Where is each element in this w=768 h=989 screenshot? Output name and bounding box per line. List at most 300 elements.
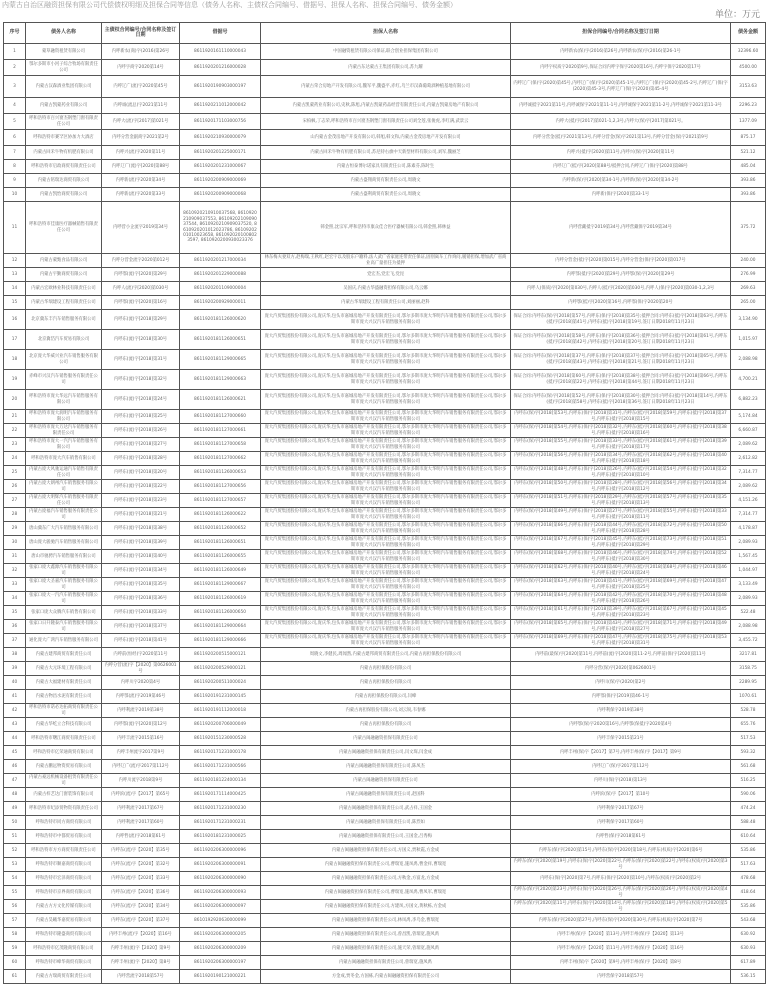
- guarantor-name: 庞大汽贸集团股份有限公司,庞庆华,包头市嘉城房地产开发有限责任公司,鄂尔多斯市庞大华明汽车销售服务有限责任公司,鄂尔多斯市庞大兴汉汽车销售服务有限公司: [261, 410, 511, 424]
- main-contract: 内呼东(流)字[2018]第21号: [102, 508, 180, 522]
- main-contract: 内呼东(流)字【2020】第35号: [102, 844, 180, 858]
- table-row: [4, 746, 766, 760]
- table-row: [4, 592, 766, 606]
- debt-amount: 2,089.93: [731, 592, 766, 606]
- guarantee-contract: 内呼东(保)字[2018]第51号,内呼东(保)字[2018]第29号,内呼东(抵)字[2018]第57号,内呼东(抵)字[2018]第35号,内呼东(抵)字[2018]第13号: [511, 494, 731, 508]
- table-row: [4, 452, 766, 466]
- guarantor-name: 中国融资租赁有限公司保证,联合创业担保集团有限公司: [261, 44, 511, 60]
- guarantor-name: 内蒙古荣合房地产开发有限公司,魏军平,魏盛平,赤红,乌兰市汉森葡萄酒种植基地有限公司: [261, 76, 511, 98]
- table-row: [4, 620, 766, 634]
- main-contract: 内呼川流字2018第9号: [102, 774, 180, 788]
- debt-amount: 3217.81: [731, 648, 766, 662]
- row-no: 45: [4, 746, 26, 760]
- guarantee-contract: 内呼前(最保)字[2020]第11号,内呼前(流)字[2020]第11-2号,内呼前(保)字[2020]第11号: [511, 648, 731, 662]
- row-no: 22: [4, 424, 26, 438]
- debtor-name: 呼和浩特市佳康医疗器械销售有限责任公司: [26, 202, 102, 254]
- main-contract: 内呼丰州(流)字【2020】第9号: [102, 942, 180, 956]
- row-no: 8: [4, 160, 26, 174]
- row-no: 31: [4, 550, 26, 564]
- loan-number: 8611920171231000231: [180, 816, 261, 830]
- debt-amount: 6,882.23: [731, 390, 766, 410]
- row-no: 56: [4, 900, 26, 914]
- col-header-amount: 债务金额: [731, 23, 766, 44]
- table-row: [4, 704, 766, 718]
- guarantor-name: 内蒙古回禾牛物有机肥有限公司,苏尼特右旗中天新型材料有限公司,刘军,魏丽芝: [261, 146, 511, 160]
- row-no: 47: [4, 774, 26, 788]
- guarantor-name: 内蒙古再担保股份有限公司: [261, 662, 511, 676]
- guarantor-name: 庞大汽贸集团股份有限公司,庞庆华,包头市嘉城房地产开发有限责任公司,鄂尔多斯市庞大华明汽车销售服务有限责任公司,鄂尔多斯市庞大兴汉汽车销售服务有限公司: [261, 634, 511, 648]
- loan-number: 8611920171103000756: [180, 114, 261, 130]
- row-no: 20: [4, 390, 26, 410]
- row-no: 36: [4, 620, 26, 634]
- main-contract: 内呼东(流)字【2020】第33号: [102, 872, 180, 886]
- main-contract: 内呼东(流)字[2018]第30号: [102, 330, 180, 350]
- guarantee-contract: 内呼新农(保)字(2016)第26号,内呼新农(保)字(2016)第26-1号: [511, 44, 731, 60]
- debtor-name: 内蒙古昊曦华嘉贸易有限公司: [26, 914, 102, 928]
- row-no: 53: [4, 858, 26, 872]
- table-body: [4, 44, 766, 984]
- col-header-guarantor: 担保人名称: [261, 23, 511, 44]
- main-contract: 内呼兴(流)字2020第11号: [102, 146, 180, 160]
- row-no: 57: [4, 914, 26, 928]
- guarantee-contract: 内呼利保字2017第67号: [511, 802, 731, 816]
- loan-number: 8611920201109000004: [180, 282, 261, 296]
- guarantee-contract: 内呼鄂(抵)字[2020]第16号,内呼鄂(保)字2020第20号: [511, 296, 731, 310]
- guarantee-contract: 内呼东(保)字[2018]第56号,内呼东(保)字[2018]第34号,内呼东(抵)字[2018]第62号,内呼东(抵)字[2018]第40号,内呼东(抵)字[2018]第18号: [511, 452, 731, 466]
- debt-amount: 240.00: [731, 254, 766, 268]
- table-row: [4, 330, 766, 350]
- table-row: [4, 296, 766, 310]
- row-no: 60: [4, 956, 26, 970]
- debtor-name: 内蒙古方方文化传媒有限公司: [26, 900, 102, 914]
- debtor-name: 北京庞大华威兴业汽车销售服务有限公司: [26, 350, 102, 370]
- main-contract: 内呼东(流)字[2018]第40号: [102, 550, 180, 564]
- guarantee-contract: 内呼东(保)字[2018]第50号,内呼东(保)字[2018]第28号,内呼东(抵)字[2018]第56号,内呼东(抵)字[2018]第34号,内呼东(抵)字[2018]第12号: [511, 480, 731, 494]
- loan-number: 8611920206300000197: [180, 956, 261, 970]
- guarantor-name: 内蒙古凯蒙药业有限公司,史秋,陈旭,内蒙古凯蒙药品经营有限责任公司,内蒙古凯蒙房地产有限公司: [261, 98, 511, 114]
- row-no: 5: [4, 114, 26, 130]
- main-contract: 内呼人(流)字[2020]第030号: [102, 282, 180, 296]
- loan-number: 8611920181127000661: [180, 424, 261, 438]
- table-row: [4, 578, 766, 592]
- col-header-no: 序号: [4, 23, 26, 44]
- row-no: 2: [4, 60, 26, 76]
- debtor-name: 呼和浩特市宏泽商贸有限公司: [26, 872, 102, 886]
- debt-amount: 276.99: [731, 268, 766, 282]
- guarantor-name: 内蒙古闽融融资担保有限责任公司: [261, 774, 511, 788]
- loan-number: 8611920201225000171: [180, 146, 261, 160]
- table-row: [4, 900, 766, 914]
- loan-number: 8611920181126000650: [180, 606, 261, 620]
- guarantee-contract: 内呼鄂(抵)字[2020]第29号,内呼鄂(保)字[2020]第29号: [511, 268, 731, 282]
- debt-amount: 1,567.45: [731, 550, 766, 564]
- guarantee-contract: 保证合同:内呼东(保)字[2018]第52号,内呼东(保)字[2018]第30号;抵押合同:内呼东(抵)字[2018]第14号,内呼东(抵)字[2018]第58号,内呼东(抵)字[2018]第36号,签订日期2018年11月23日: [511, 390, 731, 410]
- table-row: [4, 44, 766, 60]
- table-row: [4, 76, 766, 98]
- table-row: [4, 160, 766, 174]
- debtor-name: 内蒙古凯蒙药业有限公司: [26, 98, 102, 114]
- guarantor-name: 内蒙古闽融融资担保有限责任公司,方国义,贾秋霞,方金成: [261, 844, 511, 858]
- main-contract: 内呼东(流)字[2018]第24号: [102, 390, 180, 410]
- debt-amount: 418.64: [731, 886, 766, 900]
- loan-number: 8611920181129000665: [180, 350, 261, 370]
- guarantor-name: 庞大汽贸集团股份有限公司,庞庆华,包头市嘉城房地产开发有限责任公司,鄂尔多斯市庞大华明汽车销售服务有限责任公司,鄂尔多斯市庞大兴汉汽车销售服务有限公司: [261, 310, 511, 330]
- guarantee-contract: 内呼分营金(抵)字[2020]第015号,内呼分营金(保)字[2020]第017号: [511, 254, 731, 268]
- main-contract: 内呼东(流)字【2020】第32号: [102, 858, 180, 872]
- guarantee-contract: 内呼东(保)字[2018]第68号,内呼东(保)字[2018]第46号,内呼东(抵)字[2018]第74号,内呼东(抵)字[2018]第52号,内呼东(抵)字[2018]第30号: [511, 550, 731, 564]
- debt-amount: 536.15: [731, 970, 766, 984]
- table-row: [4, 942, 766, 956]
- guarantor-name: 内蒙古闽融融资担保有限责任公司,曹瑞宽,施凤禹,曹金祥,曹瑞宽: [261, 858, 511, 872]
- guarantee-contract: 内呼丰州(保)字【2020】第9号,内呼丰州(保)字【2020】第8号: [511, 956, 731, 970]
- row-no: 14: [4, 282, 26, 296]
- debtor-name: 内蒙古梓艺达门窗装饰有限公司: [26, 788, 102, 802]
- debt-amount: 522.48: [731, 606, 766, 620]
- main-contract: 内呼东(流)字[2018]第25号: [102, 410, 180, 424]
- row-no: 39: [4, 662, 26, 676]
- loan-number: 8611920200529000121: [180, 662, 261, 676]
- guarantor-name: 内蒙古再担保股份有限公司,闫峰: [261, 690, 511, 704]
- guarantor-name: 庞大汽贸集团股份有限公司,庞庆华,包头市嘉城房地产开发有限责任公司,鄂尔多斯市庞大华明汽车销售服务有限责任公司,鄂尔多斯市庞大兴汉汽车销售服务有限公司: [261, 564, 511, 578]
- debt-amount: 655.76: [731, 718, 766, 732]
- guarantee-contract: 内呼丰州(保)字【2020】第11号,内呼丰州(保)字【2020】第16号: [511, 942, 731, 956]
- row-no: 41: [4, 690, 26, 704]
- row-no: 3: [4, 76, 26, 98]
- guarantee-contract: 内呼哲(保)字2018第61号: [511, 830, 731, 844]
- debt-amount: 7,314.77: [731, 466, 766, 480]
- loan-number: 8611920181126000619: [180, 592, 261, 606]
- guarantor-name: 庞大汽贸集团股份有限公司,庞庆华,包头市嘉城房地产开发有限责任公司,鄂尔多斯市庞大华明汽车销售服务有限责任公司,鄂尔多斯市庞大兴汉汽车销售服务有限公司: [261, 536, 511, 550]
- debtor-name: 唐山庞大骏驰汽车销售服务有限公司: [26, 536, 102, 550]
- loan-number: 8611920200706000049: [180, 718, 261, 732]
- debt-amount: 3,455.72: [731, 634, 766, 648]
- guarantor-name: 庞大汽贸集团股份有限公司,庞庆华,包头市嘉城房地产开发有限责任公司,鄂尔多斯市庞大华明汽车销售服务有限责任公司,鄂尔多斯市庞大兴汉汽车销售服务有限公司: [261, 522, 511, 536]
- main-contract: 内呼新(流)字2020第33号: [102, 188, 180, 202]
- row-no: 51: [4, 830, 26, 844]
- debt-amount: 2296.23: [731, 98, 766, 114]
- guarantee-contract: 内呼字权质字2020第9号,保证合同内呼字保字2020第16号,内呼字保字2020第17号: [511, 60, 731, 76]
- debt-amount: 265.00: [731, 296, 766, 310]
- row-no: 29: [4, 522, 26, 536]
- debtor-name: 北京冀岱汽车贸易有限公司: [26, 330, 102, 350]
- debtor-name: 通化庞大广鸿汽车销售服务有限公司: [26, 634, 102, 648]
- row-no: 50: [4, 816, 26, 830]
- loan-number: 8610920210910037568, 8610920210909037553, 8610920210909037544, 8610920210909037520, 8610920201012023786, 8610920201010023658, 8610920201008023597, 8610920200930023376: [180, 202, 261, 254]
- debt-amount: 2289.95: [731, 676, 766, 690]
- main-contract: 内呼丰州流字2017第9号: [102, 746, 180, 760]
- guarantee-contract: 内呼东(保)字[2020]第15号,内呼东(保)字[2020]第18号,内呼东(权质)字[2020]第6号: [511, 844, 731, 858]
- document-title: 内蒙古自治区融资担保有限公司代偿债权明细及担保合同等信息（债务人名称、主债权合同编号、借据号、担保人名称、担保合同编号、债务金额）: [2, 1, 457, 9]
- row-no: 15: [4, 296, 26, 310]
- main-contract: 内呼东(流)字[2018]第35号: [102, 578, 180, 592]
- main-contract: 内呼哲(流)字2018第61号: [102, 830, 180, 844]
- debtor-name: 内蒙古华瑞建设工程有限责任公司: [26, 296, 102, 310]
- debt-amount: 375.72: [731, 202, 766, 254]
- debt-amount: 2,089.93: [731, 536, 766, 550]
- row-no: 37: [4, 634, 26, 648]
- main-contract: 内呼鄂(流)字[2020]第12号: [102, 718, 180, 732]
- guarantee-contract: 内呼鄂(保)字2020第16号,内呼鄂(保抵)字2020第4号: [511, 718, 731, 732]
- guarantor-name: 内蒙古闽融融资担保有限责任公司,陈凤杰: [261, 760, 511, 774]
- loan-number: 8611920201231000067: [180, 160, 261, 174]
- guarantee-contract: 内呼东(保)字[2018]第64号,内呼东(保)字[2018]第42号,内呼东(抵)字[2018]第70号,内呼东(抵)字[2018]第48号,内呼东(抵)字[2018]第26号: [511, 592, 731, 606]
- table-row: [4, 174, 766, 188]
- row-no: 58: [4, 928, 26, 942]
- main-contract: 内呼东(流)字【2020】第34号: [102, 900, 180, 914]
- debt-table: [3, 22, 766, 984]
- guarantor-name: 庞大汽贸集团股份有限公司,庞庆华,包头市嘉城房地产开发有限责任公司,鄂尔多斯市庞大华明汽车销售服务有限责任公司,鄂尔多斯市庞大兴汉汽车销售服务有限公司: [261, 578, 511, 592]
- debt-amount: 517.53: [731, 732, 766, 746]
- main-contract: 内呼东(流)字[2018]第41号: [102, 634, 180, 648]
- debt-amount: 478.68: [731, 872, 766, 886]
- debtor-name: 内蒙古庞大朗州汽车销售服务有限公司: [26, 480, 102, 494]
- table-row: [4, 928, 766, 942]
- row-no: 30: [4, 536, 26, 550]
- table-header-row: [4, 23, 766, 44]
- row-no: 52: [4, 844, 26, 858]
- table-row: [4, 114, 766, 130]
- guarantor-name: 庞大汽贸集团股份有限公司,庞庆华,包头市嘉城房地产开发有限责任公司,鄂尔多斯市庞大华明汽车销售服务有限责任公司,鄂尔多斯市庞大兴汉汽车销售服务有限公司: [261, 466, 511, 480]
- row-no: 54: [4, 872, 26, 886]
- main-contract: 内呼利流字2017第67号: [102, 802, 180, 816]
- debt-amount: 2,089.62: [731, 480, 766, 494]
- debtor-name: 内蒙古大元环境工程有限公司: [26, 662, 102, 676]
- loan-number: 8611920181126000651: [180, 536, 261, 550]
- loan-number: 8611920181126000622: [180, 508, 261, 522]
- row-no: 13: [4, 268, 26, 282]
- guarantor-name: 宋柏枫,丁志荣,呼和浩特市百兴窗杰钢塑门窗有限责任公司刘全莲,张俊虎,李红满,武景云: [261, 114, 511, 130]
- guarantor-name: 吴国庆,内蒙古华盛融资担保有限公司,乌云娜: [261, 282, 511, 296]
- guarantor-name: 内蒙古东达蒙古王集团有限公司,苏九耀: [261, 60, 511, 76]
- guarantor-name: 庞大汽贸集团股份有限公司,庞庆华,包头市嘉城房地产开发有限责任公司,鄂尔多斯市庞大华明汽车销售服务有限责任公司,鄂尔多斯市庞大兴汉汽车销售服务有限公司: [261, 330, 511, 350]
- row-no: 16: [4, 310, 26, 330]
- guarantor-name: 庞大汽贸集团股份有限公司,庞庆华,包头市嘉城房地产开发有限责任公司,鄂尔多斯市庞大华明汽车销售服务有限责任公司,鄂尔多斯市庞大兴汉汽车销售服务有限公司: [261, 390, 511, 410]
- table-row: [4, 370, 766, 390]
- row-no: 18: [4, 350, 26, 370]
- main-contract: 内呼东(流)字[2018]第26号: [102, 424, 180, 438]
- debtor-name: 内蒙古庞大明辉汽车销售服务有限责任公司: [26, 494, 102, 508]
- loan-number: 8611920206300000091: [180, 858, 261, 872]
- table-row: [4, 634, 766, 648]
- table-row: [4, 522, 766, 536]
- debt-amount: 617.89: [731, 956, 766, 970]
- debtor-name: 呼和浩特市曙江商贸有限责任公司: [26, 732, 102, 746]
- main-contract: 内呼丰州(流)字【2020】第16号: [102, 928, 180, 942]
- row-no: 33: [4, 578, 26, 592]
- loan-number: 8611920171231000178: [180, 746, 261, 760]
- debt-amount: 4,700.21: [731, 370, 766, 390]
- table-row: [4, 872, 766, 886]
- guarantee-contract: 内呼新(保)字[2020]第33-1号: [511, 188, 731, 202]
- guarantee-contract: 内呼营保字2018第57号: [511, 970, 731, 984]
- debt-amount: 4,151.26: [731, 494, 766, 508]
- guarantor-name: 内蒙古闽融融资担保有限责任公司,武占祥,王国金: [261, 802, 511, 816]
- debt-amount: 535.86: [731, 900, 766, 914]
- guarantee-contract: 内呼川(保)字(2020)第2号: [511, 676, 731, 690]
- main-contract: 内呼东(流)字[2018]第27号: [102, 438, 180, 452]
- guarantor-name: 内蒙古闽融融资担保有限责任公司,施天荣,曾瑞宽,施凤禹: [261, 942, 511, 956]
- loan-number: 8611920210930000079: [180, 130, 261, 146]
- row-no: 42: [4, 704, 26, 718]
- row-no: 19: [4, 370, 26, 390]
- main-contract: 内呼东(流)字【2020】第36号: [102, 886, 180, 900]
- main-contract: 内呼丰州(流)字【2020】第8号: [102, 956, 180, 970]
- debtor-name: 张家口庞大一汽汽车销售服务有限公司: [26, 592, 102, 606]
- table-row: [4, 788, 766, 802]
- debt-amount: 393.86: [731, 188, 766, 202]
- debt-amount: 1377.09: [731, 114, 766, 130]
- debtor-name: 呼和浩特市峰华商贸有限公司: [26, 956, 102, 970]
- main-contract: 内呼大(流)字[2017]第021号: [102, 114, 180, 130]
- debtor-name: 内蒙古宏欧林业科技有限责任公司: [26, 282, 102, 296]
- main-contract: 内呼鄂(流)字[2020]第29号: [102, 268, 180, 282]
- loan-number: 8611920151230000528: [180, 732, 261, 746]
- row-no: 55: [4, 886, 26, 900]
- loan-number: 8611920181126000649: [180, 564, 261, 578]
- loan-number: 8611920206300000097: [180, 900, 261, 914]
- guarantee-contract: 内呼辽广(保)字(2020)第45号,内呼辽广(保)字(2020)第45-1号,内呼辽广(保)字(2020)第45-2号,内呼辽广(保)字(2020)第45-3号,内呼辽广(保)字(2020)第45-4号: [511, 76, 731, 98]
- guarantee-contract: 内呼东(保)字[2018]第48号,内呼东(保)字[2018]第26号,内呼东(抵)字[2018]第54号,内呼东(抵)字[2018]第32号,内呼东(抵)字[2018]第10号: [511, 466, 731, 480]
- main-contract: 内呼分营金副商字2021第2号: [102, 130, 180, 146]
- guarantee-contract: 内呼东(保)字[2018]第65号,内呼东(保)字[2018]第43号,内呼东(抵)字[2018]第71号,内呼东(抵)字[2018]第49号,内呼东(抵)字[2018]第27号: [511, 620, 731, 634]
- loan-number: 8611920181224000134: [180, 774, 261, 788]
- table-row: [4, 282, 766, 296]
- row-no: 12: [4, 254, 26, 268]
- table-row: [4, 60, 766, 76]
- row-no: 10: [4, 188, 26, 202]
- debtor-name: 呼和浩特市庞大华远汽车销售服务有限公司: [26, 390, 102, 410]
- guarantee-contract: 内呼兴(抵)字[2020]第11号,内呼兴(保)字[2020]第11号: [511, 146, 731, 160]
- guarantor-name: 庞大汽贸集团股份有限公司,庞庆华,包头市嘉城房地产开发有限责任公司,鄂尔多斯市庞大华明汽车销售服务有限责任公司,鄂尔多斯市庞大兴汉汽车销售服务有限公司: [261, 550, 511, 564]
- guarantee-contract: 内呼东(保)字[2018]第62号,内呼东(保)字[2018]第40号,内呼东(抵)字[2018]第68号,内呼东(抵)字[2018]第46号,内呼东(抵)字[2018]第24号: [511, 564, 731, 578]
- debt-amount: 2,612.82: [731, 452, 766, 466]
- table-row: [4, 886, 766, 900]
- main-contract: 内呼辽广(流)字2017第112号: [102, 760, 180, 774]
- guarantor-name: 林东梅夫妻双方,赵梅瑞,王秋红,赵宏宇以及股东户籍料,法人武广省家庭连带责任保证,固别离车工作询问,履销担保,增加武广省商业高广量担任为抵押: [261, 254, 511, 268]
- debt-amount: 610.64: [731, 830, 766, 844]
- table-row: [4, 390, 766, 410]
- guarantee-contract: 内呼东(保)字[2018]第53号,内呼东(保)字[2018]第31号,内呼东(抵)字[2018]第59号,内呼东(抵)字[2018]第37号,内呼东(抵)字[2018]第15号: [511, 410, 731, 424]
- debt-amount: 588.48: [731, 816, 766, 830]
- guarantor-name: 内蒙古再担保股份有限公司,刘云锐,韦春娜: [261, 704, 511, 718]
- debtor-name: 内蒙古凯怡商贸有限公司: [26, 188, 102, 202]
- debt-amount: 535.86: [731, 844, 766, 858]
- guarantor-name: 内蒙古再担保股份有限公司: [261, 676, 511, 690]
- debtor-name: 内蒙古大福建材有限责任公司: [26, 676, 102, 690]
- main-contract: 内呼东(流)字[2018]第31号: [102, 350, 180, 370]
- loan-number: 8611920181129000667: [180, 578, 261, 592]
- guarantee-contract: 内呼东(保)字[2020]第7号,内呼东(保)字[2020]第10号,内呼东(权质)字[2020]第2号: [511, 872, 731, 886]
- guarantor-name: 内蒙古恒泰博尔诺家具有限责任公司,陈素芬,陈时生: [261, 160, 511, 174]
- table-row: [4, 914, 766, 928]
- row-no: 38: [4, 648, 26, 662]
- table-row: [4, 760, 766, 774]
- row-no: 61: [4, 970, 26, 984]
- table-row: [4, 648, 766, 662]
- row-no: 49: [4, 802, 26, 816]
- guarantor-name: 庞大汽贸集团股份有限公司,庞庆华,包头市嘉城房地产开发有限责任公司,鄂尔多斯市庞大华明汽车销售服务有限责任公司,鄂尔多斯市庞大兴汉汽车销售服务有限公司: [261, 452, 511, 466]
- guarantee-contract: 保证合同:内呼东(保)字[2018]第37号,内呼东(保)字[2018]第37号;抵押合同:内呼东(抵)字[2018]第65号,内呼东(抵)字[2018]第43号,内呼东(抵)字[2018]第21号,签订日期2018年11月23日: [511, 350, 731, 370]
- guarantor-name: 内蒙古再担保股份有限公司: [261, 718, 511, 732]
- debt-amount: 2,088.98: [731, 620, 766, 634]
- guarantor-name: 韩金照,沈宗军,呼和浩特市康众佳合医疗器械有限公司,韩金照,韩林益: [261, 202, 511, 254]
- debtor-name: 蒙草融资租赁有限公司: [26, 44, 102, 60]
- main-contract: 内呼字商字2020第14号: [102, 60, 180, 76]
- col-header-contract: 主债权合同编号/合同名称及签订日期: [102, 23, 180, 44]
- guarantee-contract: 内呼东(保)字[2018]第66号,内呼东(保)字[2018]第44号,内呼东(抵)字[2018]第72号,内呼东(抵)字[2018]第50号,内呼东(抵)字[2018]第28号: [511, 522, 731, 536]
- loan-number: 8611920171231000230: [180, 802, 261, 816]
- debt-amount: 269.63: [731, 282, 766, 296]
- main-contract: 内呼东(流)字【2020】第37号: [102, 914, 180, 928]
- debtor-name: 呼和浩特市启政商贸有限责任公司: [26, 160, 102, 174]
- table-row: [4, 254, 766, 268]
- table-row: [4, 830, 766, 844]
- debtor-name: 张家口庞大圣嘉汽车销售服务有限公司: [26, 578, 102, 592]
- debt-amount: 32396.60: [731, 44, 766, 60]
- table-row: [4, 970, 766, 984]
- guarantor-name: 内蒙古闽融融资担保有限责任公司,陈烈如: [261, 816, 511, 830]
- main-contract: 内呼利流字2019第38号: [102, 704, 180, 718]
- debtor-name: 呼和浩特市中都贸易有限公司: [26, 830, 102, 844]
- debtor-name: 呼和浩特市纪添贸物资有限责任公司: [26, 802, 102, 816]
- debt-amount: 1070.61: [731, 690, 766, 704]
- guarantor-name: 内蒙古闽融融资担保有限责任公司,方建凤,方国文,黄秋栋,方金成: [261, 900, 511, 914]
- table-row: [4, 146, 766, 160]
- table-row: [4, 310, 766, 330]
- table-row: [4, 410, 766, 424]
- guarantor-name: 党宏杰,党宏飞,党昆: [261, 268, 511, 282]
- loan-number: 8611920181129000666: [180, 634, 261, 648]
- guarantee-contract: 内呼丰保字2015第21号: [511, 732, 731, 746]
- debtor-name: 呼和浩特市顺嘉商贸有限公司: [26, 858, 102, 872]
- table-row: [4, 350, 766, 370]
- debtor-name: 呼和浩特市百兴窗杰钢塑门窗有限责任公司: [26, 114, 102, 130]
- table-row: [4, 774, 766, 788]
- loan-number: 8611920181126000620: [180, 310, 261, 330]
- debtor-name: 内蒙古铭瑞达商贸有限公司: [26, 174, 102, 188]
- debtor-name: 内蒙古物昌水泥有限责任公司: [26, 690, 102, 704]
- guarantee-contract: 内呼东(保)字[2018]第67号,内呼东(保)字[2018]第45号,内呼东(抵)字[2018]第73号,内呼东(抵)字[2018]第51号,内呼东(抵)字[2018]第29号: [511, 536, 731, 550]
- main-contract: 内呼东(流)字[2018]第38号: [102, 522, 180, 536]
- loan-number: 8611920211012000042: [180, 98, 261, 114]
- table-row: [4, 690, 766, 704]
- guarantee-contract: 内呼分营金(抵)字2021第13号,内呼分营金(保)字2021第13号,内呼分营金(保)字2021第9号: [511, 130, 731, 146]
- main-contract: 内呼分营(流)字【2020】第0626001号: [102, 662, 180, 676]
- main-contract: 内呼东(流)字[2018]第23号: [102, 494, 180, 508]
- debtor-name: 赤峰市兴汉汽车销售服务有限责任公司: [26, 370, 102, 390]
- debtor-name: 内蒙古蒙甄食品有限公司: [26, 254, 102, 268]
- debtor-name: 内蒙古建邦商贸有限责任公司: [26, 648, 102, 662]
- table-row: [4, 424, 766, 438]
- guarantee-contract: 内呼利保字2019第38号: [511, 704, 731, 718]
- guarantor-name: 内蒙古闽融融资担保有限责任公司,曾昌凯,曾瑞宽,施凤禹: [261, 928, 511, 942]
- table-row: [4, 438, 766, 452]
- main-contract: 内呼东(流)字[2018]第36号: [102, 592, 180, 606]
- debtor-name: 内蒙古回禾牛物有机肥有限公司: [26, 146, 102, 160]
- row-no: 11: [4, 202, 26, 254]
- table-row: [4, 508, 766, 522]
- row-no: 26: [4, 480, 26, 494]
- table-row: [4, 802, 766, 816]
- guarantor-name: 庞大汽贸集团股份有限公司,庞庆华,包头市嘉城房地产开发有限责任公司,鄂尔多斯市庞大华明汽车销售服务有限责任公司,鄂尔多斯市庞大兴汉汽车销售服务有限公司: [261, 480, 511, 494]
- main-contract: 内呼川字2020第4号: [102, 676, 180, 690]
- col-header-guarantee-contract: 担保合同编号/合同名称及签订日期: [511, 23, 731, 44]
- guarantor-name: 庞大汽贸集团股份有限公司,庞庆华,包头市嘉城房地产开发有限责任公司,鄂尔多斯市庞大华明汽车销售服务有限责任公司,鄂尔多斯市庞大兴汉汽车销售服务有限公司: [261, 606, 511, 620]
- row-no: 28: [4, 508, 26, 522]
- guarantee-contract: 内呼鄂(保)字[2019]第46-1号: [511, 690, 731, 704]
- guarantee-contract: 内呼东(保)字[2020]第27号,内呼东(保)字[2020]第30号,内呼东(权质)字[2020]第7号: [511, 914, 731, 928]
- row-no: 44: [4, 732, 26, 746]
